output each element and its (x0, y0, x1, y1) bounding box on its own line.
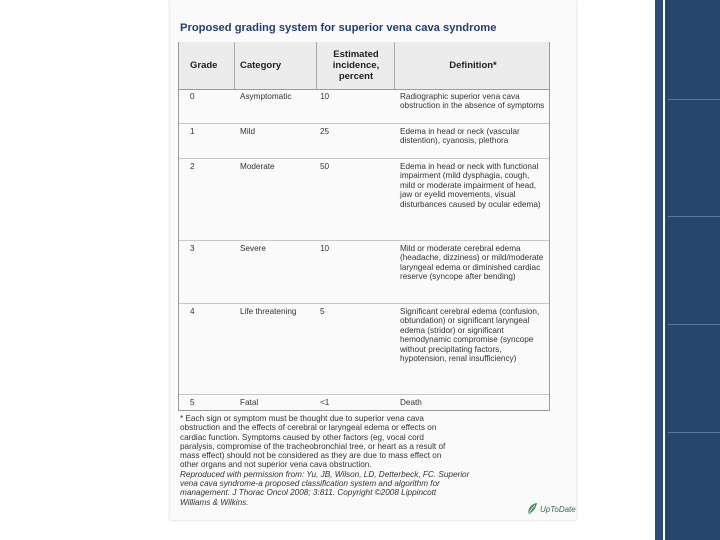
table-row (179, 159, 549, 241)
table-row (179, 395, 549, 410)
header-grade: Grade (190, 60, 218, 71)
cell-grade: 2 (190, 162, 195, 171)
side-panel (666, 0, 720, 540)
header-divider (316, 42, 317, 89)
table-row (179, 304, 549, 395)
reference-text: Reproduced with permission from: Yu, JB, Wilson, LD, Detterbeck, FC. Superior vena cava syndrome-a proposed classification system and algorithm for management. J Thorac Oncol 2008; 3:811. Copyright ©2008 Lippincott Williams & Wilkins. (180, 469, 470, 507)
header-incidence: Estimated incidence, percent (332, 49, 380, 82)
cell-incidence: 10 (320, 92, 330, 101)
cell-definition: Edema in head or neck with functional impairment (mild dysphagia, cough, mild or moderate impairment of head, jaw or eyelid movements, visual disturbances caused by ocular edema) (400, 162, 541, 209)
uptodate-leaf-icon (526, 502, 538, 516)
cell-category: Asymptomatic (240, 92, 292, 101)
cell-category: Severe (240, 244, 266, 253)
table-row (179, 124, 549, 159)
cell-incidence: 25 (320, 127, 330, 136)
cell-incidence: 50 (320, 162, 330, 171)
header-divider (234, 42, 235, 89)
cell-category: Mild (240, 127, 256, 136)
cell-definition: Radiographic superior vena cava obstruction in the absence of symptoms (400, 92, 545, 111)
cell-category: Life threatening (240, 307, 297, 316)
cell-definition: Mild or moderate cerebral edema (headache, dizziness) or mild/moderate laryngeal edema or diminished cardiac reserve (syncope after bending) (400, 244, 544, 282)
document-image (170, 0, 576, 520)
logo-text: UpToDate (540, 504, 576, 514)
cell-incidence: <1 (320, 398, 330, 407)
cell-category: Fatal (240, 398, 259, 407)
side-panel-divider (668, 216, 720, 217)
header-divider (394, 42, 395, 89)
cell-definition: Edema in head or neck (vascular distention), cyanosis, plethora (400, 127, 520, 146)
table-row (179, 89, 549, 124)
cell-incidence: 10 (320, 244, 330, 253)
cell-grade: 0 (190, 92, 195, 101)
side-panel-divider (668, 324, 720, 325)
table-header (179, 42, 549, 90)
footnote (180, 414, 566, 507)
cell-definition: Significant cerebral edema (confusion, obtundation) or significant laryngeal edema (stridor) or significant hemodynamic compromise (syncope without precipitating factors, hypotension, renal insufficiency) (400, 307, 540, 364)
side-stripe-left (655, 0, 663, 540)
cell-grade: 5 (190, 398, 195, 407)
cell-incidence: 5 (320, 307, 325, 316)
side-panel-divider (668, 99, 720, 100)
cell-category: Moderate (240, 162, 275, 171)
grading-table (178, 42, 550, 411)
header-category: Category (240, 60, 282, 71)
side-panel-divider (668, 432, 720, 433)
header-definition: Definition* (449, 60, 497, 71)
cell-grade: 4 (190, 307, 195, 316)
table-row (179, 241, 549, 304)
footnote-text: * Each sign or symptom must be thought due to superior vena cava obstruction and the effects of cerebral or laryngeal edema or effects on cardiac function. Symptoms caused by other factors (eg, vocal cord paralysis, compromise of the tracheobronchial tree, or heart as a result of mass effect) should not be considered as they are due to mass effect on other organs and not superior vena cava obstruction. (180, 414, 446, 470)
uptodate-logo (526, 502, 576, 516)
cell-grade: 1 (190, 127, 195, 136)
cell-definition: Death (400, 398, 422, 407)
document-title: Proposed grading system for superior vena cava syndrome (180, 22, 497, 34)
cell-grade: 3 (190, 244, 195, 253)
